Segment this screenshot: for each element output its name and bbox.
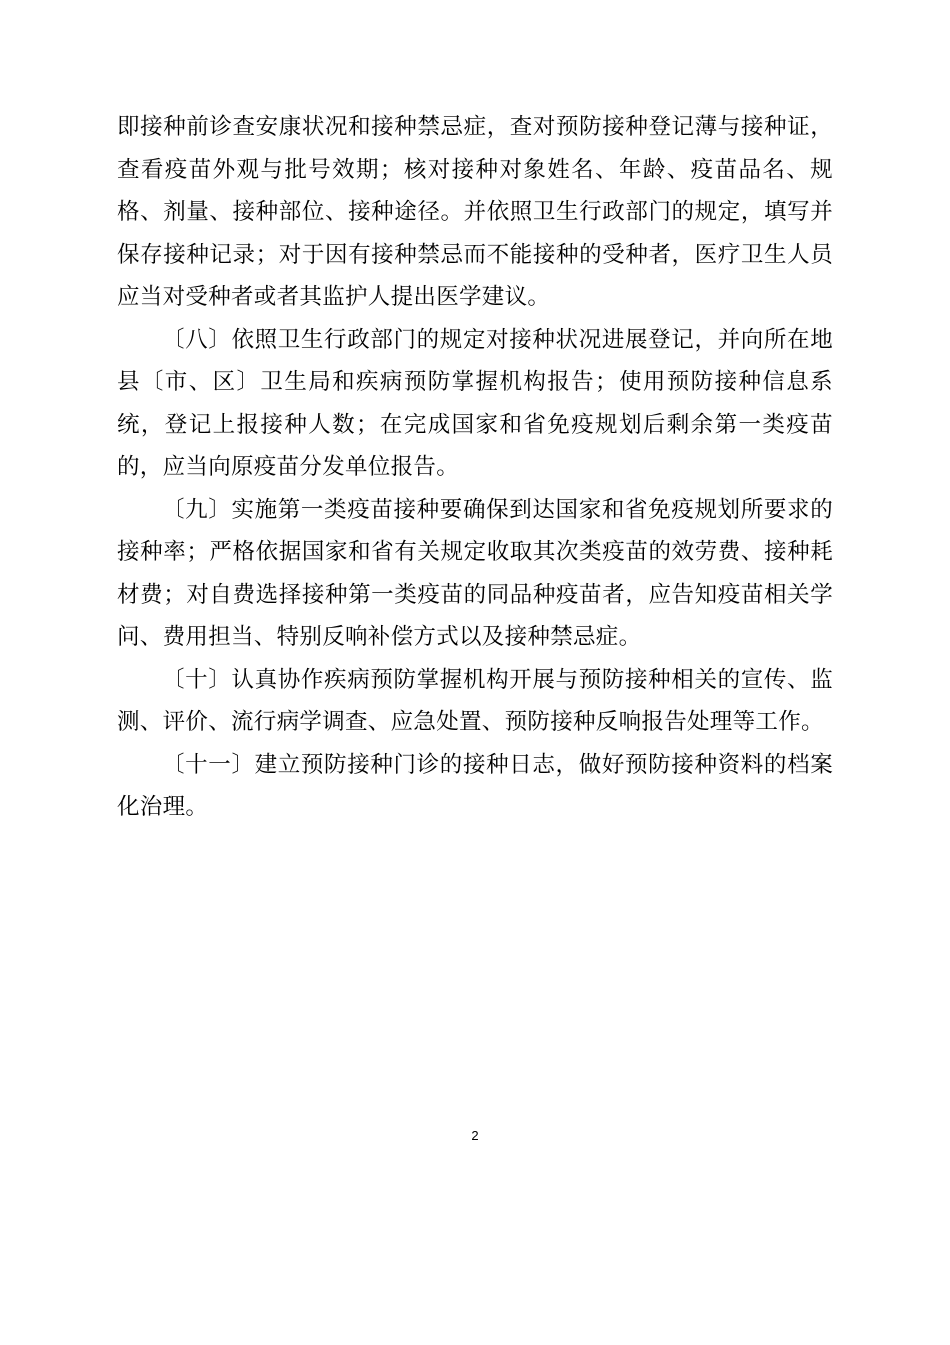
paragraph-continuation: 即接种前诊查安康状况和接种禁忌症，查对预防接种登记薄与接种证，查看疫苗外观与批号效期；核对接种对象姓名、年龄、疫苗品名、规格、剂量、接种部位、接种途径。并依照卫生行政部门的规定，填写并保存接种记录；对于因有接种禁忌而不能接种的受种者，医疗卫生人员应当对受种者或者其监护人提出医学建议。 bbox=[117, 114, 833, 310]
page-number: 2 bbox=[471, 1128, 479, 1143]
paragraph-item-8: 〔八〕依照卫生行政部门的规定对接种状况进展登记，并向所在地县〔市、区〕卫生局和疾病预防掌握机构报告；使用预防接种信息系统，登记上报接种人数；在完成国家和省免疫规划后剩余第一类疫苗的，应当向原疫苗分发单位报告。 bbox=[117, 326, 833, 480]
body-text bbox=[117, 106, 833, 829]
paragraph-item-10: 〔十〕认真协作疾病预防掌握机构开展与预防接种相关的宣传、监测、评价、流行病学调查、应急处置、预防接种反响报告处理等工作。 bbox=[117, 666, 833, 735]
paragraph-item-11: 〔十一〕建立预防接种门诊的接种日志，做好预防接种资料的档案化治理。 bbox=[117, 751, 833, 820]
paragraph-item-9: 〔九〕实施第一类疫苗接种要确保到达国家和省免疫规划所要求的接种率；严格依据国家和省有关规定收取其次类疫苗的效劳费、接种耗材费；对自费选择接种第一类疫苗的同品种疫苗者，应告知疫苗相关学问、费用担当、特别反响补偿方式以及接种禁忌症。 bbox=[117, 496, 833, 650]
